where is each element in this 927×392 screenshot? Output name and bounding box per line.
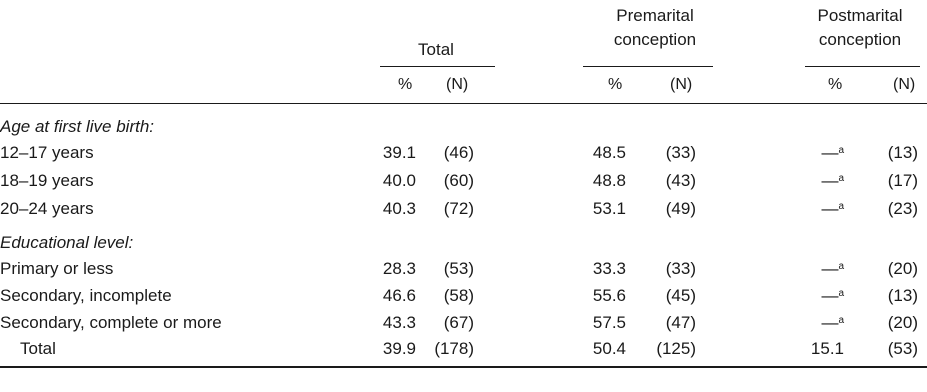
table-row [0,310,927,336]
row-label: 20–24 years [0,199,94,218]
row-label: Total [20,339,56,358]
row-label: Secondary, complete or more [0,313,222,332]
premarital-n: (43) [665,171,696,190]
total-pct: 28.3 [382,259,416,278]
total-pct: 39.9 [382,339,416,358]
subheader-premarital-n: (N) [670,76,693,93]
premarital-n: (45) [665,286,696,305]
premarital-pct: 53.1 [592,199,626,218]
section-age: Age at first live birth: [0,117,155,136]
header-postmarital [795,4,925,52]
premarital-pct: 57.5 [592,313,626,332]
header-premarital-line1: Premarital [616,6,694,25]
total-n: (53) [443,259,474,278]
postmarital-n: (13) [887,143,918,162]
subheader-total-pct: % [398,76,413,93]
table-row [0,196,927,222]
premarital-pct: 48.5 [592,143,626,162]
premarital-n: (47) [665,313,696,332]
total-n: (72) [443,199,474,218]
rule-postmarital [805,66,920,67]
subheader-postmarital-pct: % [828,76,843,93]
row-label: 18–19 years [0,171,94,190]
total-n: (67) [443,313,474,332]
total-n: (178) [434,339,474,358]
total-n: (46) [443,143,474,162]
postmarital-n: (13) [887,286,918,305]
postmarital-pct: 15.1 [810,339,844,358]
table-row-total [0,336,927,362]
header-postmarital-line1: Postmarital [817,6,903,25]
subheader-postmarital-n: (N) [893,76,916,93]
postmarital-pct: —$^a$ [821,171,844,190]
header-premarital [580,4,730,52]
postmarital-n: (20) [887,313,918,332]
total-n: (60) [443,171,474,190]
premarital-pct: 33.3 [592,259,626,278]
total-pct: 43.3 [382,313,416,332]
premarital-n: (33) [665,259,696,278]
premarital-pct: 48.8 [592,171,626,190]
table-row [0,256,927,282]
header-postmarital-line2: conception [818,30,902,49]
postmarital-pct: —$^a$ [821,313,844,332]
table-row [0,140,927,166]
postmarital-pct: —$^a$ [821,259,844,278]
total-pct: 40.3 [382,199,416,218]
rule-total [380,66,495,67]
postmarital-pct: —$^a$ [821,286,844,305]
premarital-pct: 50.4 [592,339,626,358]
subheader-premarital-pct: % [608,76,623,93]
postmarital-n: (20) [887,259,918,278]
postmarital-pct: —$^a$ [821,143,844,162]
section-education: Educational level: [0,233,134,252]
row-label: Secondary, incomplete [0,286,172,305]
premarital-n: (33) [665,143,696,162]
subheader-total-n: (N) [446,76,469,93]
premarital-pct: 55.6 [592,286,626,305]
total-pct: 40.0 [382,171,416,190]
total-pct: 46.6 [382,286,416,305]
total-pct: 39.1 [382,143,416,162]
total-n: (58) [443,286,474,305]
header-total: Total [418,40,454,59]
header-bottom-rule [0,103,927,104]
rule-premarital [583,66,713,67]
table-row [0,168,927,194]
premarital-n: (125) [656,339,696,358]
header-premarital-line2: conception [613,30,697,49]
table-row [0,283,927,309]
premarital-n: (49) [665,199,696,218]
postmarital-n: (53) [887,339,918,358]
row-label: Primary or less [0,259,114,278]
postmarital-n: (23) [887,199,918,218]
table-bottom-rule [0,366,927,368]
postmarital-n: (17) [887,171,918,190]
postmarital-pct: —$^a$ [821,199,844,218]
row-label: 12–17 years [0,143,94,162]
